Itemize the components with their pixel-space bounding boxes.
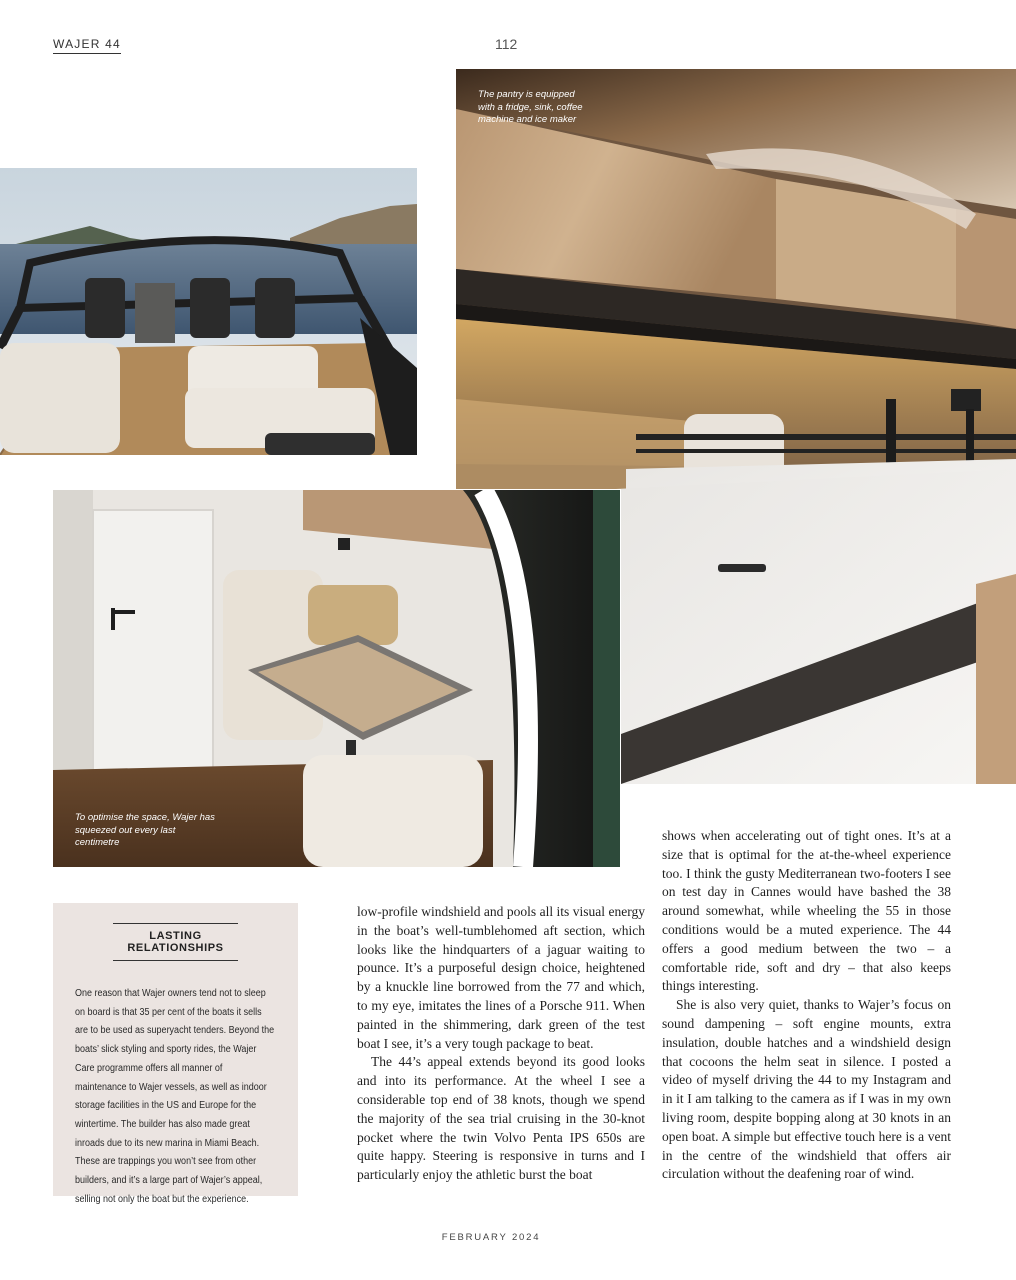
sidebar-title: LASTING RELATIONSHIPS (113, 923, 238, 961)
cockpit-photo (0, 168, 417, 455)
sidebar-body: One reason that Wajer owners tend not to sleep on board is that 35 per cent of the boats it sells are to be used as superyacht tenders. Beyond the boats’ slick styling and sporty rides, the Wajer Care programme offers all manner of maintenance to Wajer vessels, as well as indoor storage facilities in the US and Europe for the wintertime. The builder has also made great inroads due to its new marina in Miami Beach. These are trappings you won’t see from other builders, and it’s a large part of Wajer’s appeal, selling not only the boat but the experience. (75, 988, 275, 1205)
article-paragraph: low-profile windshield and pools all its visual energy in the boat’s well-tumblehomed aft section, which looks like the hindquarters of a jaguar waiting to pounce. It’s a purposeful design choice, heightened by a knuckle line borrowed from the 77 and which, to my eye, imitates the lines of a Porsche 911. When painted in the shimmering, dark green of the test boat I see, it’s a very tough package to beat. (357, 904, 645, 1051)
issue-date: FEBRUARY 2024 (441, 1232, 541, 1243)
page-number: 112 (495, 36, 518, 52)
section-title: WAJER 44 (53, 37, 121, 54)
dinette-caption: To optimise the space, Wajer has squeezed out every last centimetre (75, 812, 215, 848)
sidebar-box (53, 903, 298, 1205)
article-column-middle (357, 903, 645, 1185)
pantry-caption: The pantry is equipped with a fridge, sink, coffee machine and ice maker (478, 89, 583, 125)
article-column-right (662, 827, 951, 1184)
article-paragraph: She is also very quiet, thanks to Wajer’s focus on sound dampening – soft engine mounts, extra insulation, double hatches and a windshield design that cocoons the helm seat in silence. I posted a video of myself driving the 44 to my Instagram and in it I am talking to the camera as if I was in my own living room, despite bopping along at 30 knots in an open boat. A simple but effective touch here is a vent in the centre of the windshield that offers air circulation without the deafening roar of wind. (662, 997, 951, 1182)
dinette-photo (53, 490, 620, 867)
article-paragraph: The 44’s appeal extends beyond its good looks and into its performance. At the wheel I see a considerable top end of 38 knots, though we spend the majority of the sea trial cruising in the 30-knot pocket where the twin Volvo Penta IPS 650s are quite happy. Steering is responsive in turns and I particularly enjoy the athletic burst the boat (357, 1054, 645, 1183)
article-paragraph: shows when accelerating out of tight ones. It’s at a size that is optimal for the at-the-wheel experience too. I think the gusty Mediterranean two-footers I see on test day in Cannes would have bashed the 38 around somewhat, while wheeling the 55 in those conditions would be a muted experience. The 44 offers a good medium between the two – a comfortable ride, soft and dry – that also keeps things interesting. (662, 828, 951, 994)
